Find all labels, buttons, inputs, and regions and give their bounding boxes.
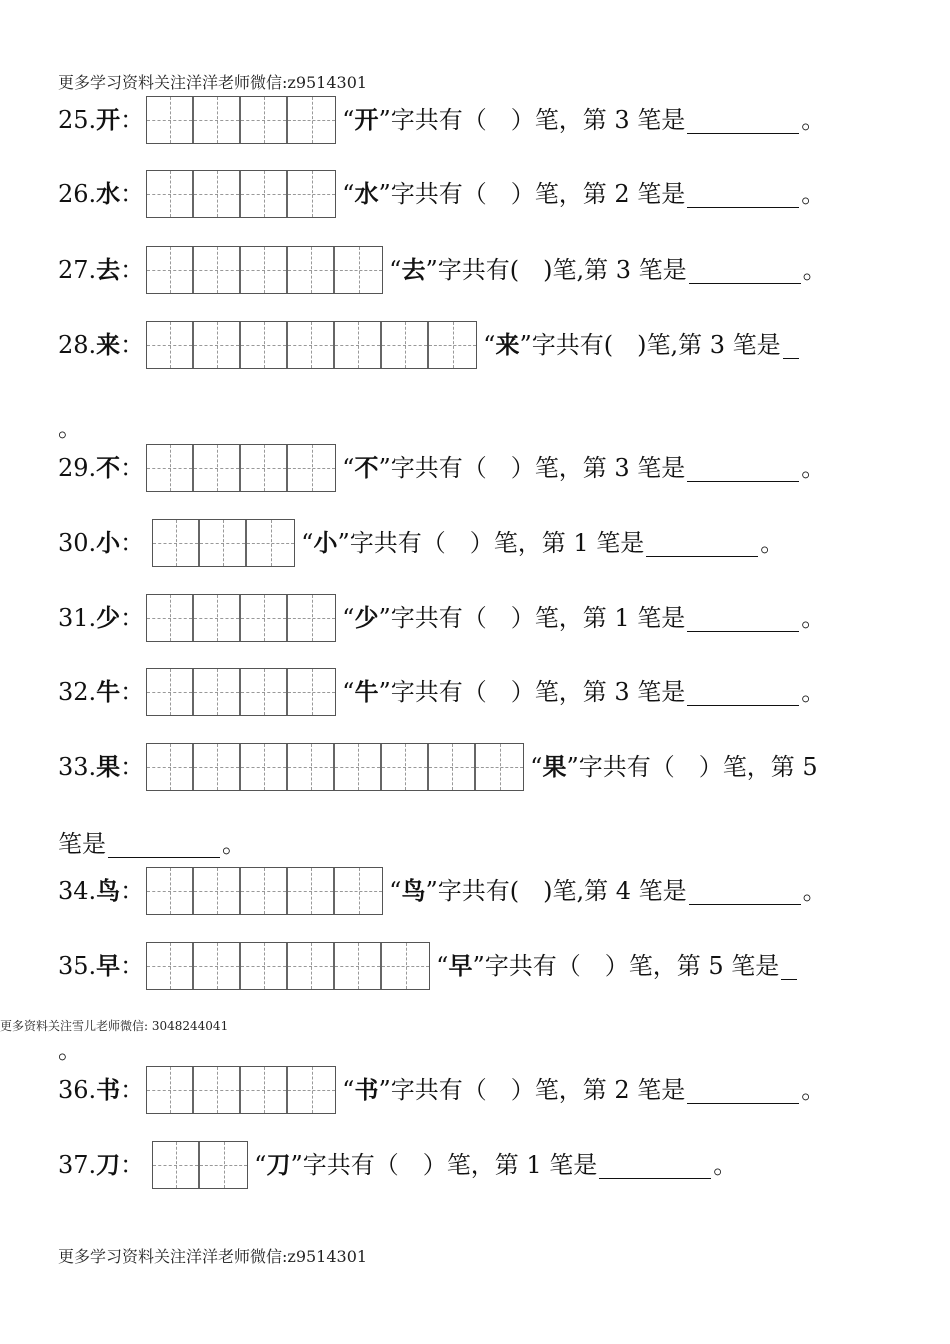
question-char: 水	[96, 179, 121, 208]
writing-grid[interactable]	[146, 867, 383, 915]
question-text: ”字共有（ ）笔，第 3 笔是	[378, 106, 686, 134]
quote-open: “	[530, 753, 543, 781]
answer-blank[interactable]	[687, 1077, 799, 1104]
period: 。	[801, 604, 826, 632]
quote-open: “	[342, 106, 355, 134]
period-wrapped: 。	[58, 1036, 82, 1064]
quoted-char: 牛	[354, 677, 379, 706]
question-26	[58, 170, 825, 218]
colon: ：	[120, 106, 145, 134]
question-text: ”字共有( )笔,第 4 笔是	[425, 877, 687, 905]
question-text-continued: 笔是	[58, 830, 106, 858]
quote-open: “	[342, 678, 355, 706]
question-text: ”字共有（ ）笔，第 5 笔是	[472, 952, 780, 980]
quoted-char: 去	[401, 255, 426, 284]
quote-open: “	[389, 877, 402, 905]
question-35	[58, 942, 799, 990]
writing-grid[interactable]	[146, 246, 383, 294]
quote-open: “	[342, 180, 355, 208]
period: 。	[222, 830, 246, 858]
question-text: ”字共有（ ）笔，第 1 笔是	[290, 1151, 598, 1179]
question-char: 去	[96, 255, 121, 284]
question-28	[58, 321, 801, 369]
question-34	[58, 867, 827, 915]
quoted-char: 早	[448, 951, 473, 980]
question-number: 27.	[58, 256, 97, 284]
question-text: ”字共有（ ）笔，第 3 笔是	[378, 678, 686, 706]
colon: ：	[120, 256, 145, 284]
question-25	[58, 96, 825, 144]
quote-open: “	[436, 952, 449, 980]
period: 。	[801, 454, 826, 482]
answer-blank[interactable]	[108, 831, 220, 858]
writing-grid[interactable]	[146, 321, 477, 369]
writing-grid[interactable]	[146, 1066, 336, 1114]
question-33-continued	[58, 829, 246, 859]
question-number: 33.	[58, 753, 97, 781]
question-text: ”字共有（ ）笔，第 1 笔是	[378, 604, 686, 632]
period: 。	[801, 106, 826, 134]
colon: ：	[120, 877, 145, 905]
question-number: 37.	[58, 1151, 97, 1179]
question-text: ”字共有（ ）笔，第 2 笔是	[378, 1076, 686, 1104]
side-watermark: 更多资料关注雪儿老师微信: 3048244041	[0, 1019, 229, 1033]
quote-open: “	[342, 1076, 355, 1104]
question-29	[58, 444, 825, 492]
question-char: 早	[96, 951, 121, 980]
quote-open: “	[301, 529, 314, 557]
quoted-char: 来	[495, 330, 520, 359]
question-char: 小	[96, 528, 121, 557]
question-33	[58, 743, 818, 791]
period: 。	[802, 877, 827, 905]
question-char: 不	[96, 453, 121, 482]
answer-blank[interactable]	[689, 878, 801, 905]
question-number: 36.	[58, 1076, 97, 1104]
period: 。	[713, 1151, 738, 1179]
answer-blank[interactable]	[646, 530, 758, 557]
question-number: 26.	[58, 180, 97, 208]
colon: ：	[120, 1151, 145, 1179]
quote-open: “	[342, 604, 355, 632]
colon: ：	[120, 753, 145, 781]
question-char: 鸟	[96, 876, 121, 905]
quoted-char: 书	[354, 1075, 379, 1104]
footer-watermark: 更多学习资料关注洋洋老师微信:z9514301	[58, 1247, 368, 1266]
colon: ：	[120, 678, 145, 706]
answer-blank[interactable]	[687, 107, 799, 134]
question-number: 32.	[58, 678, 97, 706]
quote-open: “	[483, 331, 496, 359]
writing-grid[interactable]	[146, 444, 336, 492]
quoted-char: 开	[354, 105, 379, 134]
question-30	[58, 519, 784, 567]
question-27	[58, 246, 827, 294]
quoted-char: 果	[542, 752, 567, 781]
question-number: 35.	[58, 952, 97, 980]
quoted-char: 不	[354, 453, 379, 482]
question-number: 31.	[58, 604, 97, 632]
question-37	[58, 1141, 737, 1189]
period-wrapped: 。	[58, 414, 82, 442]
quoted-char: 刀	[266, 1150, 291, 1179]
quoted-char: 鸟	[401, 876, 426, 905]
writing-grid[interactable]	[146, 668, 336, 716]
quoted-char: 水	[354, 179, 379, 208]
writing-grid[interactable]	[146, 170, 336, 218]
colon: ：	[120, 454, 145, 482]
colon: ：	[120, 180, 145, 208]
writing-grid[interactable]	[146, 743, 524, 791]
question-text: ”字共有（ ）笔，第 2 笔是	[378, 180, 686, 208]
period: 。	[801, 1076, 826, 1104]
writing-grid[interactable]	[146, 96, 336, 144]
question-char: 刀	[96, 1150, 121, 1179]
question-number: 34.	[58, 877, 97, 905]
question-number: 29.	[58, 454, 97, 482]
quote-open: “	[342, 454, 355, 482]
answer-blank[interactable]	[689, 257, 801, 284]
colon: ：	[120, 331, 145, 359]
question-31	[58, 594, 825, 642]
question-text: ”字共有（ ）笔，第 3 笔是	[378, 454, 686, 482]
question-text: ”字共有（ ）笔，第 1 笔是	[337, 529, 645, 557]
question-char: 来	[96, 330, 121, 359]
writing-grid[interactable]	[146, 942, 430, 990]
question-number: 28.	[58, 331, 97, 359]
period: 。	[801, 678, 826, 706]
writing-grid[interactable]	[152, 519, 295, 567]
question-char: 开	[96, 105, 121, 134]
answer-blank[interactable]	[783, 332, 799, 359]
quote-open: “	[389, 256, 402, 284]
question-char: 牛	[96, 677, 121, 706]
colon: ：	[120, 529, 145, 557]
question-36	[58, 1066, 825, 1114]
question-char: 果	[96, 752, 121, 781]
question-text: ”字共有（ ）笔，第 5	[566, 753, 818, 781]
question-number: 30.	[58, 529, 97, 557]
answer-blank[interactable]	[687, 181, 799, 208]
question-32	[58, 668, 825, 716]
question-text: ”字共有( )笔,第 3 笔是	[519, 331, 781, 359]
colon: ：	[120, 604, 145, 632]
question-text: ”字共有( )笔,第 3 笔是	[425, 256, 687, 284]
colon: ：	[120, 952, 145, 980]
answer-blank[interactable]	[687, 455, 799, 482]
writing-grid[interactable]	[152, 1141, 248, 1189]
header-watermark: 更多学习资料关注洋洋老师微信:z9514301	[58, 73, 368, 92]
quoted-char: 小	[313, 528, 338, 557]
writing-grid[interactable]	[146, 594, 336, 642]
answer-blank[interactable]	[781, 953, 797, 980]
question-char: 少	[96, 603, 121, 632]
question-number: 25.	[58, 106, 97, 134]
quote-open: “	[254, 1151, 267, 1179]
period: 。	[760, 529, 785, 557]
period: 。	[801, 180, 826, 208]
answer-blank[interactable]	[687, 679, 799, 706]
question-char: 书	[96, 1075, 121, 1104]
answer-blank[interactable]	[687, 605, 799, 632]
colon: ：	[120, 1076, 145, 1104]
period: 。	[802, 256, 827, 284]
answer-blank[interactable]	[599, 1152, 711, 1179]
quoted-char: 少	[354, 603, 379, 632]
